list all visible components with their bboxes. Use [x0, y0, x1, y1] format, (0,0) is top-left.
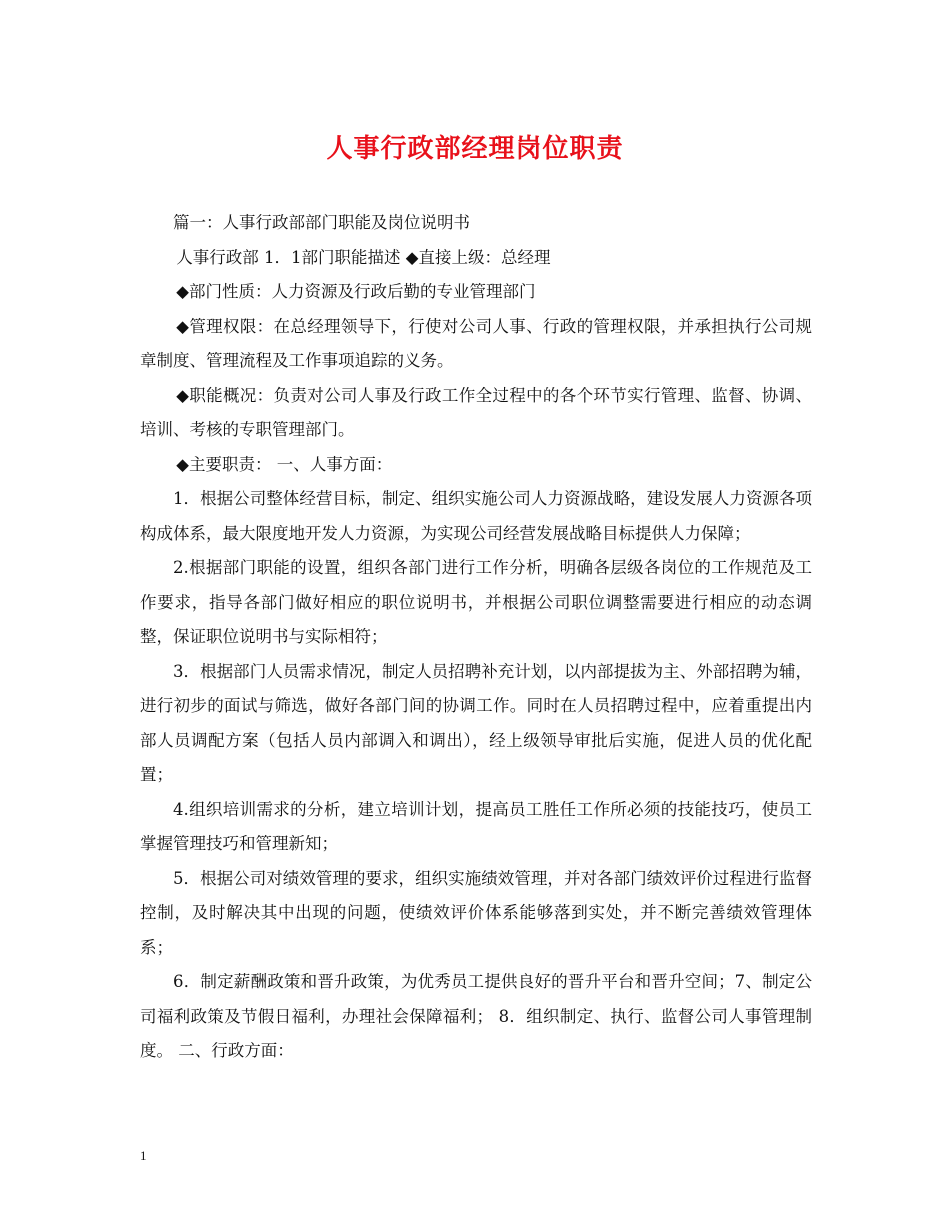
paragraph-function-overview: ◆职能概况：负责对公司人事及行政工作全过程中的各个环节实行管理、监督、协调、培训、考核的专职管理部门。: [140, 385, 812, 439]
paragraph-duty-5: 5．根据公司对绩效管理的要求，组织实施绩效管理，并对各部门绩效评价过程进行监督控制，及时解决其中出现的问题，使绩效评价体系能够落到实处，并不断完善绩效管理体系；: [140, 868, 812, 957]
paragraph-duty-6-8: 6．制定薪酬政策和晋升政策，为优秀员工提供良好的晋升平台和晋升空间；7、制定公司福利政策及节假日福利，办理社会保障福利； 8．组织制定、执行、监督公司人事管理制度。 二、行政方面：: [140, 972, 812, 1060]
paragraph-department-intro: 人事行政部 1．1部门职能描述 ◆直接上级：总经理: [176, 247, 551, 267]
paragraph-management-authority: ◆管理权限：在总经理领导下，行使对公司人事、行政的管理权限，并承担执行公司规章制度、管理流程及工作事项追踪的义务。: [140, 316, 812, 370]
document-body: [140, 206, 812, 1069]
document-title: 人事行政部经理岗位职责: [326, 134, 624, 164]
paragraph-main-duties: ◆主要职责： 一、人事方面：: [176, 454, 393, 474]
paragraph-duty-2: 2.根据部门职能的设置，组织各部门进行工作分析，明确各层级各岗位的工作规范及工作要求，指导各部门做好相应的职位说明书，并根据公司职位调整需要进行相应的动态调整，保证职位说明书与实际相符；: [140, 558, 812, 646]
paragraph-duty-1: 1．根据公司整体经营目标，制定、组织实施公司人力资源战略，建设发展人力资源各项构成体系，最大限度地开发人力资源，为实现公司经营发展战略目标提供人力保障；: [140, 489, 812, 543]
paragraph-duty-4: 4.组织培训需求的分析，建立培训计划，提高员工胜任工作所必须的技能技巧，使员工掌握管理技巧和管理新知；: [140, 799, 812, 853]
paragraph-section-heading: 篇一：人事行政部部门职能及岗位说明书: [173, 213, 470, 232]
page-number: 1: [140, 1148, 147, 1163]
paragraph-duty-3: 3．根据部门人员需求情况，制定人员招聘补充计划，以内部提拔为主、外部招聘为辅，进行初步的面试与筛选，做好各部门间的协调工作。同时在人员招聘过程中，应着重提出内部人员调配方案（包括人员内部调入和调出），经上级领导审批后实施，促进人员的优化配置；: [140, 661, 812, 784]
paragraph-department-nature: ◆部门性质：人力资源及行政后勤的专业管理部门: [176, 282, 536, 301]
